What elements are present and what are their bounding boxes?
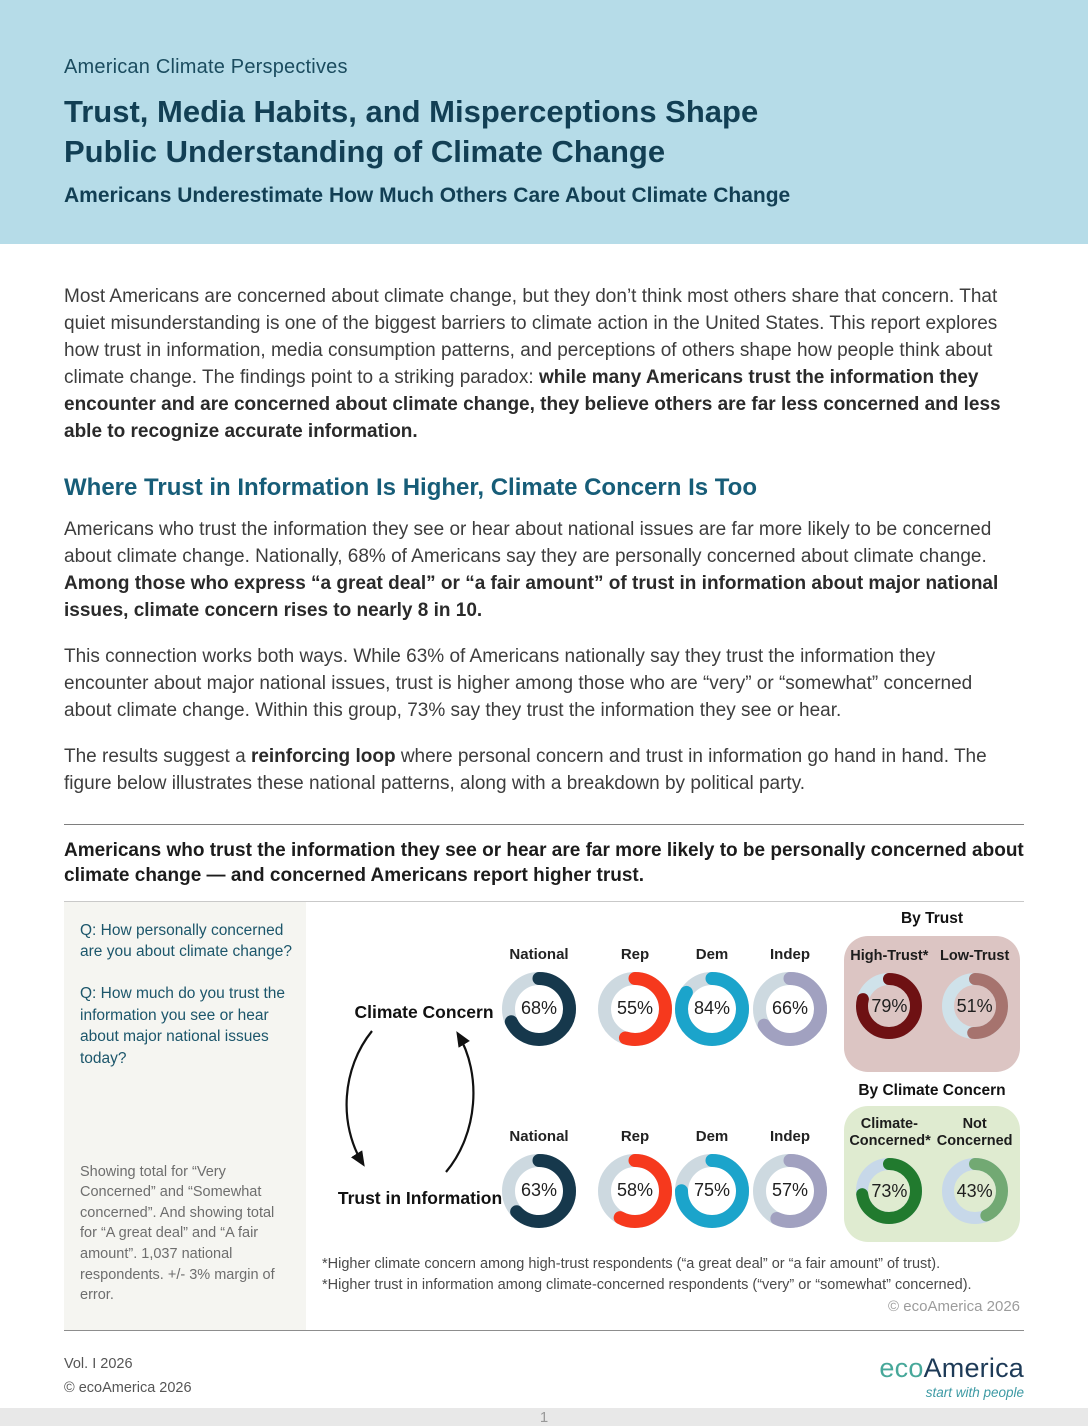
- donut-chart-trust-dem: 75%: [675, 1154, 749, 1228]
- donut-label: Dem: [695, 945, 729, 963]
- section-heading: Where Trust in Information Is Higher, Climate Concern Is Too: [64, 473, 757, 501]
- footer-meta: [64, 1353, 192, 1401]
- panel-col-climate-concerned: [849, 1116, 929, 1230]
- donut-label: Dem: [695, 1127, 729, 1145]
- donut-col-concern-national: [494, 946, 584, 1051]
- figure-caption: Americans who trust the information they see or hear are far more likely to be personally concerned about climate change — and concerned Americans report higher trust.: [64, 839, 1024, 886]
- figure-footnotes: [322, 1254, 972, 1296]
- donut-col-trust-indep: [745, 1128, 835, 1233]
- paragraph-1: [64, 517, 1024, 625]
- paragraph-3: [64, 744, 1024, 798]
- panel-heading-by-climate-concern: By Climate Concern: [858, 1081, 1006, 1099]
- footnote-1: *Higher climate concern among high-trust respondents (“a great deal” or “a fair amount” of trust).: [322, 1255, 941, 1272]
- panel-label: Not Concerned: [936, 1115, 1013, 1150]
- p1-text: Americans who trust the information they see or hear about national issues are far more likely to be concerned about climate change. Nationally, 68% of Americans say they are personally concerned about climate change.: [64, 518, 992, 567]
- donut-col-trust-national: [494, 1128, 584, 1233]
- article-body: [0, 244, 1088, 1331]
- survey-question-2: Q: How much do you trust the information you see or hear about major national issues today?: [80, 985, 286, 1067]
- logo-tagline: start with people: [925, 1384, 1024, 1400]
- donut-chart-concern-indep: 66%: [753, 972, 827, 1046]
- footer-copyright: © ecoAmerica 2026: [64, 1379, 192, 1396]
- figure-top-rule: [64, 824, 1024, 825]
- donut-chart-trust-rep: 58%: [598, 1154, 672, 1228]
- panel-label: Low-Trust: [940, 947, 1010, 964]
- panel-col-high-trust: [849, 948, 929, 1044]
- donut-label: National: [509, 945, 569, 963]
- paragraph-2: This connection works both ways. While 63% of Americans nationally say they trust the information they encounter about major national issues, trust is higher among those who are “very” or “somewhat” concerned about climate change. Within this group, 73% say they trust the information they see or hear.: [64, 645, 973, 721]
- title-line-2: Public Understanding of Climate Change: [64, 133, 666, 169]
- donut-col-trust-dem: [667, 1128, 757, 1233]
- intro-bold: while many Americans trust the information they encounter and are concerned about climate change, they believe others are far less concerned and less able to recognize accurate information.: [64, 366, 1001, 442]
- by-trust-panel: [844, 936, 1020, 1072]
- reinforcing-loop-arrows-icon: [332, 1026, 492, 1178]
- page-title: [64, 92, 1024, 171]
- row-label-climate-concern: Climate Concern: [354, 1001, 494, 1022]
- figure-canvas: [306, 902, 1024, 1330]
- panel-label: High-Trust*: [850, 947, 929, 964]
- donut-col-concern-indep: [745, 946, 835, 1051]
- logo-america: America: [923, 1352, 1024, 1383]
- donut-label: Indep: [770, 1127, 810, 1145]
- donut-chart-concern-national: 68%: [502, 972, 576, 1046]
- donut-chart-low-trust: 51%: [942, 973, 1008, 1039]
- row-label-trust-in-information: Trust in Information: [337, 1187, 503, 1208]
- footer-volume: Vol. I 2026: [64, 1355, 133, 1372]
- figure-body: [64, 902, 1024, 1330]
- intro-paragraph: [64, 284, 1024, 446]
- logo-eco: eco: [879, 1352, 924, 1383]
- donut-chart-trust-national: 63%: [502, 1154, 576, 1228]
- series-kicker: American Climate Perspectives: [64, 56, 348, 78]
- header-band: [0, 0, 1088, 244]
- donut-label: Rep: [620, 945, 650, 963]
- p3-bold: reinforcing loop: [250, 745, 396, 767]
- donut-chart-not-concerned: 43%: [942, 1158, 1008, 1224]
- title-line-1: Trust, Media Habits, and Misperceptions Shape: [64, 94, 759, 129]
- page-number: 1: [539, 1408, 549, 1426]
- donut-chart-concern-dem: 84%: [675, 972, 749, 1046]
- donut-chart-trust-indep: 57%: [753, 1154, 827, 1228]
- donut-label: Rep: [620, 1127, 650, 1145]
- donut-chart-concern-rep: 55%: [598, 972, 672, 1046]
- methodology-note: Showing total for “Very Concerned” and “Somewhat concerned”. And showing total for “A great deal” and “A fair amount”. 1,037 national respondents. +/- 3% margin of error.: [80, 1163, 275, 1304]
- ecoamerica-logo: [879, 1353, 1024, 1400]
- figure-credit: © ecoAmerica 2026: [888, 1297, 1020, 1315]
- intro-text: Most Americans are concerned about climate change, but they don’t think most others share that concern. That quiet misunderstanding is one of the biggest barriers to climate action in the United States. This report explores how trust in information, media consumption patterns, and perceptions of others shape how people think about climate change. The findings point to a striking paradox:: [64, 286, 998, 388]
- page-subtitle: Americans Underestimate How Much Others Care About Climate Change: [64, 184, 791, 208]
- footnote-2: *Higher trust in information among climate-concerned respondents (“very” or “somewhat” concerned).: [322, 1276, 972, 1293]
- survey-question-1: Q: How personally concerned are you about climate change?: [80, 921, 292, 961]
- by-climate-concern-panel: [844, 1106, 1020, 1242]
- panel-col-not-concerned: [935, 1116, 1015, 1230]
- p1-bold: Among those who express “a great deal” or “a fair amount” of trust in information about major national issues, climate concern rises to nearly 8 in 10.: [64, 572, 999, 621]
- logo-wordmark: [879, 1353, 1024, 1384]
- figure-sidebar: [64, 902, 306, 1330]
- panel-col-low-trust: [935, 948, 1015, 1044]
- page-footer: [0, 1331, 1088, 1401]
- donut-chart-high-trust: 79%: [856, 973, 922, 1039]
- donut-col-concern-dem: [667, 946, 757, 1051]
- p3-post: where personal concern and trust in information go hand in hand. The figure below illustrates these national patterns, along with a breakdown by political party.: [64, 745, 987, 794]
- panel-label: Climate-Concerned*: [849, 1115, 931, 1150]
- donut-label: Indep: [770, 945, 810, 963]
- panel-heading-by-trust: By Trust: [900, 909, 963, 927]
- p3-pre: The results suggest a: [64, 745, 251, 767]
- donut-label: National: [509, 1127, 569, 1145]
- donut-chart-climate-concerned: 73%: [856, 1158, 922, 1224]
